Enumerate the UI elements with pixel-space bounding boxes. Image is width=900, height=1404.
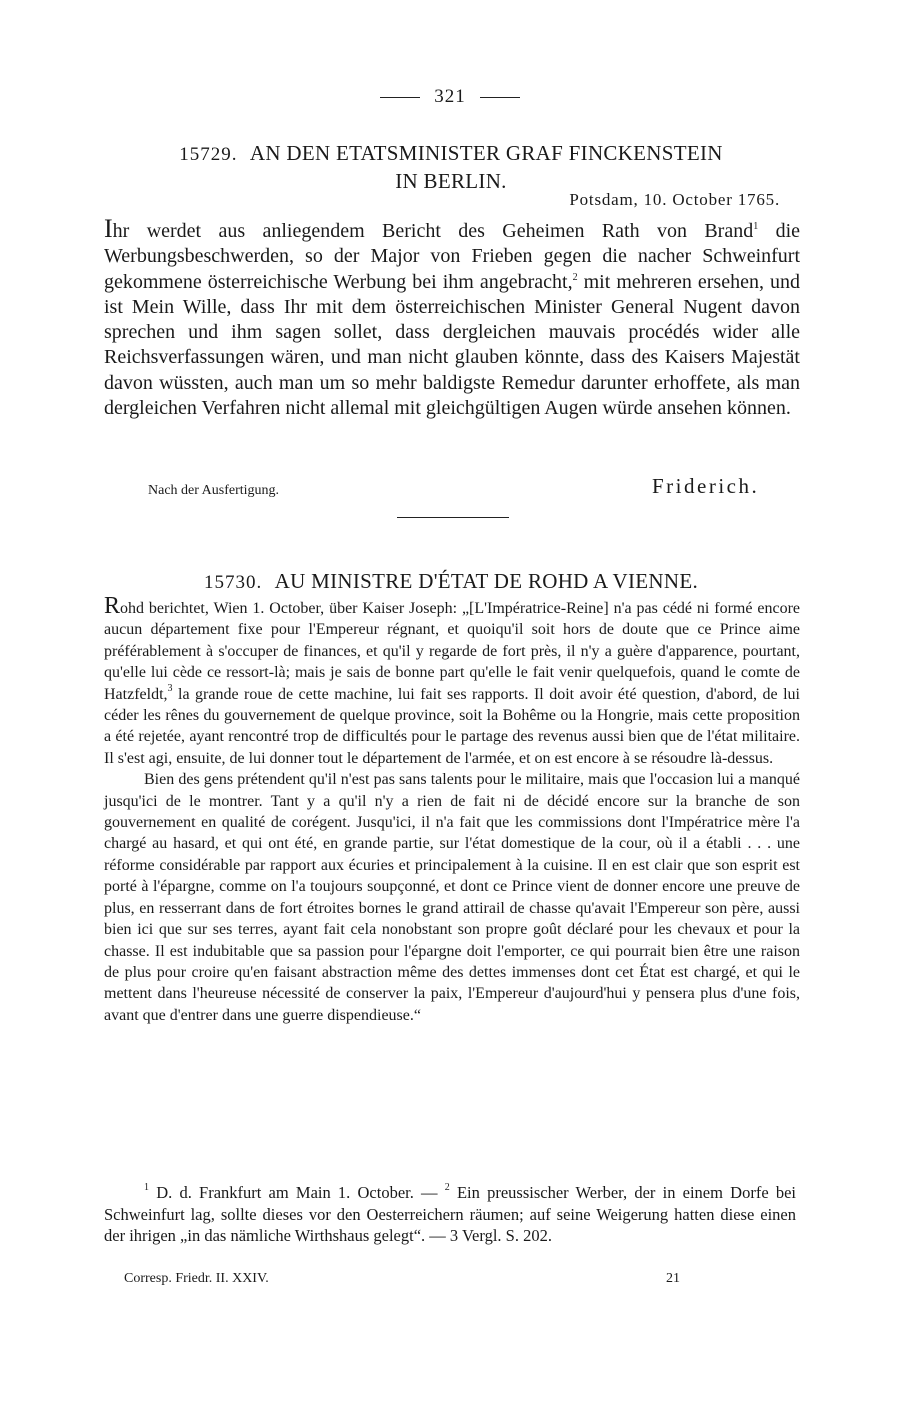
- footnote-mark-1: 1: [144, 1182, 149, 1193]
- footnote-mark-3: 3: [449, 1226, 459, 1246]
- letter1-title-line2: IN BERLIN.: [395, 169, 507, 193]
- letter2-heading: [104, 568, 798, 596]
- letter1-number: 15729.: [179, 144, 238, 165]
- letter2-para1-a: ohd berichtet, Wien 1. October, über Kaiser Joseph: „[L'Impératrice-Reine] n'a pas cédé ni formé encore aucun département fixe pour l'Empereur régnant, et quoiqu'il soit hors de doute que ce Prince aime préférablement à s'occuper de finances, et qu'il y regarde de fort près, il n'y a guère d'apparence, pourtant, qu'elle lui cède ce ressort-là; mais je sais de bonne part qu'elle le fait venir quelquefois, quand le comte de Hatzfeldt,: [104, 600, 800, 703]
- letter1-initial: I: [104, 214, 113, 243]
- letter1-source: Nach der Ausfertigung.: [148, 483, 280, 498]
- footnote-ref-2: 2: [572, 271, 578, 283]
- footer-signature-line: Corresp. Friedr. II. XXIV.: [124, 1271, 269, 1286]
- letter2-paragraph-2: Bien des gens prétendent qu'il n'est pas sans talents pour le militaire, mais que l'occasion lui a manqué jusqu'ici de le montrer. Tant y a qu'il n'y a rien de fait ni de décidé encore sur la branche de son gouvernement en qualité de corégent. Jusqu'ici, il n'a fait que les commissions dont l'Impératrice mère l'a chargé au hasard, et qui ont été, en grande partie, sur l'état domestique de la cour, où il a établi . . . une réforme considérable par rapport aux écuries et principalement à la cuisine. Il en est clair que son esprit est porté à l'épargne, comme on l'a toujours soupçonné, et dont ce Prince vient de donner encore une preuve de plus, en resserrant dans de fort étroites bornes le grand attirail de chasse qu'avait l'Empereur son père, aussi bien ici que sur ses terres, ayant fait cela nonobstant son propre goût déclaré pour les chevaux et pour la chasse. Il est indubitable que sa passion pour l'épargne doit l'emporter, ce qui pourrait bien être une raison de plus pour croire qu'en faisant abstraction même des dettes immenses dont cet État est chargé, et qui le mettent dans l'heureuse nécessité de conserver la paix, l'Empereur d'aujourd'hui y pensera plus d'une fois, avant que d'entrer dans une guerre dispendieuse.“: [104, 771, 800, 1024]
- running-header: [0, 86, 900, 108]
- letter2-body: [104, 593, 800, 1026]
- footnote-text-2: Ein preussischer Werber, der in einem Dorfe bei Schweinfurt lag, sollte dieses vor den Oesterreichern räumen; auf seine Weigerung hatten diese einen der ihrigen „in das nämliche Wirthshaus gelegt“. —: [104, 1183, 796, 1246]
- letter2-title: AU MINISTRE D'ÉTAT DE ROHD A VIENNE.: [274, 569, 699, 593]
- section-divider: [397, 517, 509, 518]
- footnotes: [104, 1182, 796, 1247]
- letter2-para1-b: la grande roue de cette machine, lui fait ses rapports. Il doit avoir été question, d'abord, de lui céder les rênes du gouvernement de quelque province, soit la Bohême ou la Hongrie, mais cette proposition a été rejetée, ayant rencontré trop de difficultés pour le partage des revenus aussi bien que de l'état militaire. Il s'est agi, ensuite, de lui donner tout le département de l'armée, et on est encore à se résoudre là-dessus.: [104, 685, 800, 767]
- letter1-text-part2: die Werbungsbeschwerden, so der Major von Frieben gegen die nacher Schweinfurt gekommene österreichische Werbung bei ihm angebracht,: [104, 220, 800, 293]
- footnote-mark-2: 2: [444, 1182, 450, 1193]
- footnote-block: [104, 1182, 796, 1247]
- footnote-text-1: D. d. Frankfurt am Main 1. October. —: [149, 1183, 445, 1202]
- letter1-title-line1: AN DEN ETATSMINISTER GRAF FINCKENSTEIN: [249, 141, 723, 165]
- footer-sheet-number: 21: [666, 1271, 680, 1286]
- letter1-signature: Friderich.: [652, 474, 760, 498]
- header-rule-right: [480, 97, 520, 98]
- letter2-paragraph-1: [104, 593, 800, 769]
- letter1-heading: [104, 140, 798, 195]
- letter1-paragraph: [104, 216, 800, 421]
- footnote-text-3: Vergl. S. 202.: [458, 1226, 552, 1246]
- letter2-initial: R: [104, 593, 121, 619]
- letter1-text-part1: hr werdet aus anliegendem Bericht des Geheimen Rath von Brand: [112, 220, 754, 242]
- footnote-ref-3: 3: [167, 682, 173, 694]
- letter1-body: [104, 216, 800, 421]
- letter1-dateline: Potsdam, 10. October 1765.: [569, 190, 780, 209]
- letter2-number: 15730.: [203, 572, 263, 593]
- letter1-text-part3: mit mehreren ersehen, und ist Mein Wille, dass Ihr mit dem österreichischen Minister General Nugent davon sprechen und ihm sagen sollet, dass dergleichen mauvais procédés wider alle Reichsverfassungen wären, und man nicht glauben könnte, dass des Kaisers Majestät davon wüssten, auch man um so mehr baldigste Remedur darunter erhoffete, als man dergleichen Verfahren nicht allemal mit gleichgültigen Augen würde ansehen können.: [104, 270, 800, 420]
- header-rule-left: [380, 97, 420, 98]
- page-number: 321: [434, 86, 466, 107]
- footnote-ref-1: 1: [753, 221, 759, 232]
